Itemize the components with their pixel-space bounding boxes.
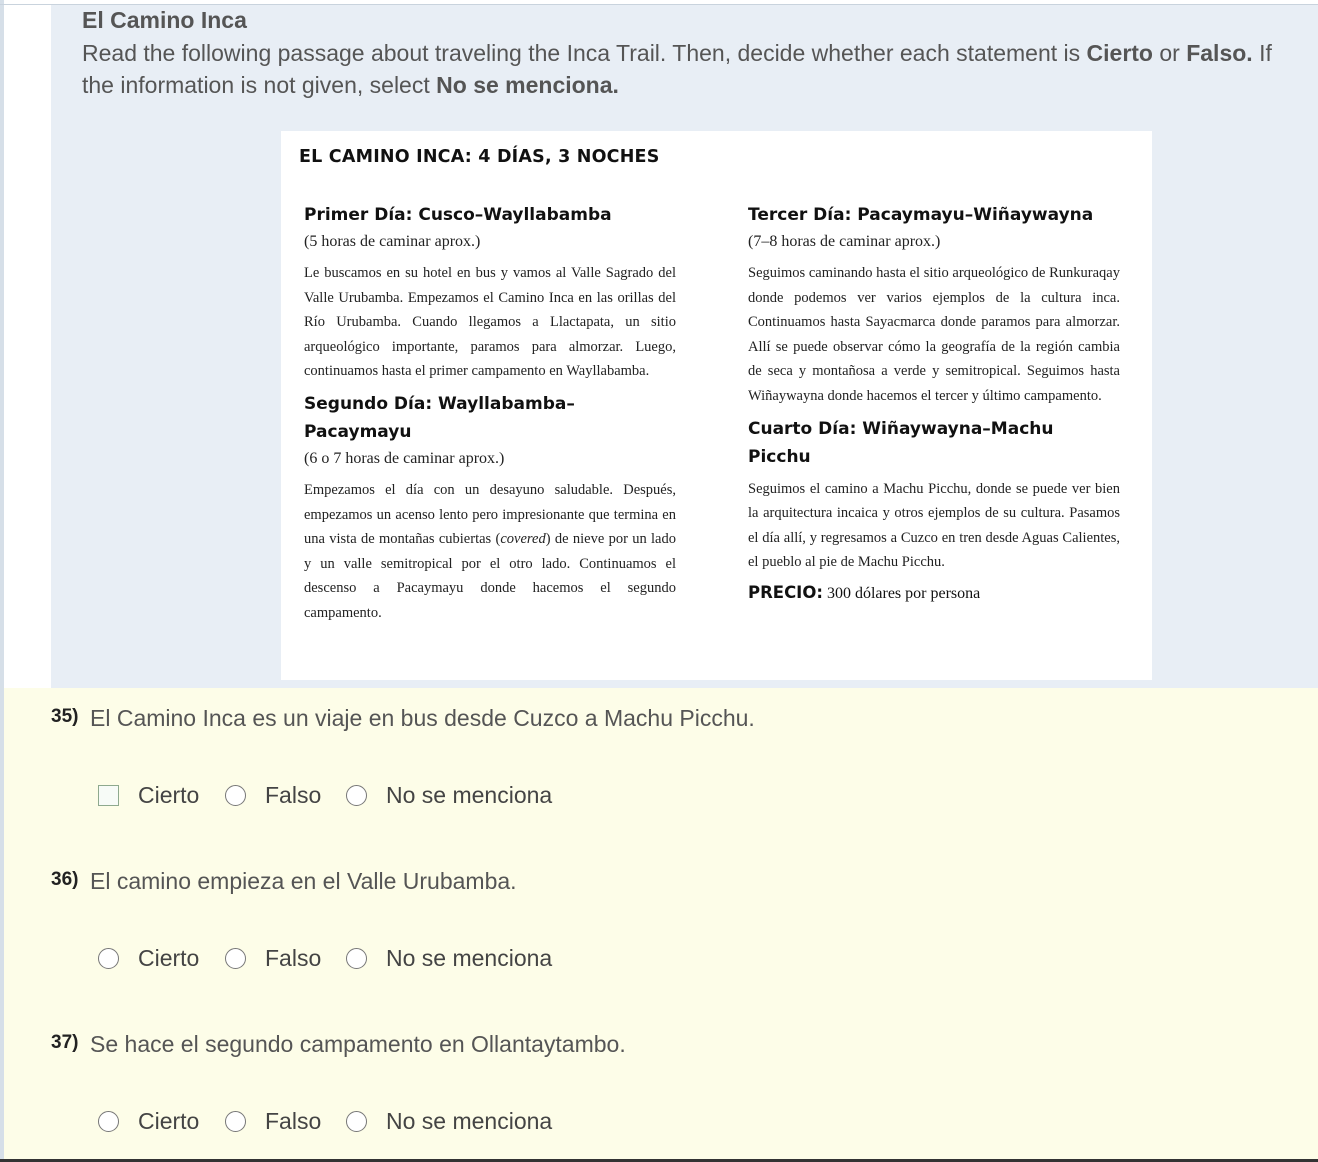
option-falso[interactable]: Falso <box>225 1108 321 1135</box>
option-falso[interactable]: Falso <box>225 945 321 972</box>
day-description: Seguimos caminando hasta el sitio arqueológico de Runkuraqay donde podemos ver varios ejemplos de la cultura inca. Continuamos hasta Sayacmarca donde paramos para almorzar. Allí se puede observar cómo la geografía de la región cambia de seca y montañosa a verde y semitropical. Seguimos hasta Wiñaywayna donde hacemos el tercer y último campamento. <box>748 265 1120 404</box>
day-heading: Tercer Día: Pacaymayu–Wiñaywayna <box>748 205 1094 225</box>
option-cierto[interactable]: Cierto <box>98 782 199 809</box>
answer-radio[interactable] <box>346 948 367 969</box>
passage-right-column <box>748 201 1120 603</box>
answer-radio[interactable] <box>225 948 246 969</box>
day-description: Le buscamos en su hotel en bus y vamos al Valle Sagrado del Valle Urubamba. Empezamos el Camino Inca en las orillas del Río Urubamba. Cuando llegamos a Llactapata, un sitio arqueológico importante, paramos para almorzar. Luego, continuamos hasta el primer campamento en Wayllabamba. <box>304 265 676 380</box>
section-title: El Camino Inca <box>82 7 247 33</box>
day-duration: (7–8 horas de caminar aprox.) <box>748 233 941 250</box>
question-number: 37) <box>51 1032 79 1053</box>
answer-radio[interactable] <box>346 1111 367 1132</box>
answer-radio[interactable] <box>225 1111 246 1132</box>
question-text: Se hace el segundo campamento en Ollantaytambo. <box>90 1031 626 1057</box>
question-text: El Camino Inca es un viaje en bus desde Cuzco a Machu Picchu. <box>90 705 755 731</box>
question-number: 36) <box>51 869 79 890</box>
option-no-se-menciona[interactable]: No se menciona <box>346 1108 552 1135</box>
option-cierto[interactable]: Cierto <box>98 945 199 972</box>
day-heading: Cuarto Día: Wiñaywayna–Machu Picchu <box>748 418 1054 467</box>
questions-area <box>4 688 1318 1160</box>
answer-radio[interactable] <box>98 1111 119 1132</box>
instructions: Read the following passage about traveling the Inca Trail. Then, decide whether each statement is Cierto or Falso. If the information is not given, select No se menciona. <box>82 40 1272 98</box>
day-description: Seguimos el camino a Machu Picchu, donde se puede ver bien la arquitectura incaica y otros ejemplos de su cultura. Pasamos el día allí, y regresamos a Cuzco en tren desde Aguas Calientes, el pueblo al pie de Machu Picchu. <box>748 480 1120 571</box>
option-cierto[interactable]: Cierto <box>98 1108 199 1135</box>
answer-radio[interactable] <box>225 785 246 806</box>
passage-left-column <box>304 201 676 630</box>
price: PRECIO: 300 dólares por persona <box>748 582 981 602</box>
day-heading: Segundo Día: Wayllabamba–Pacaymayu <box>304 393 575 442</box>
option-falso[interactable]: Falso <box>225 782 321 809</box>
question-number: 35) <box>51 706 79 727</box>
question-text: El camino empieza en el Valle Urubamba. <box>90 868 517 894</box>
answer-checkbox[interactable] <box>98 785 119 806</box>
day-duration: (5 horas de caminar aprox.) <box>304 233 481 250</box>
passage-title: EL CAMINO INCA: 4 DÍAS, 3 NOCHES <box>299 147 660 167</box>
day-heading: Primer Día: Cusco–Wayllabamba <box>304 205 612 225</box>
day-description: Empezamos el día con un desayuno saludable. Después, empezamos un acenso lento pero impresionante que termina en una vista de montañas cubiertas (covered) de nieve por un lado y un valle semitropical por el otro lado. Continuamos el descenso a Pacaymayu donde hacemos el segundo campamento. <box>304 481 676 621</box>
reading-passage <box>281 131 1152 680</box>
answer-radio[interactable] <box>346 785 367 806</box>
option-no-se-menciona[interactable]: No se menciona <box>346 782 552 809</box>
option-no-se-menciona[interactable]: No se menciona <box>346 945 552 972</box>
answer-radio[interactable] <box>98 948 119 969</box>
day-duration: (6 o 7 horas de caminar aprox.) <box>304 449 505 467</box>
